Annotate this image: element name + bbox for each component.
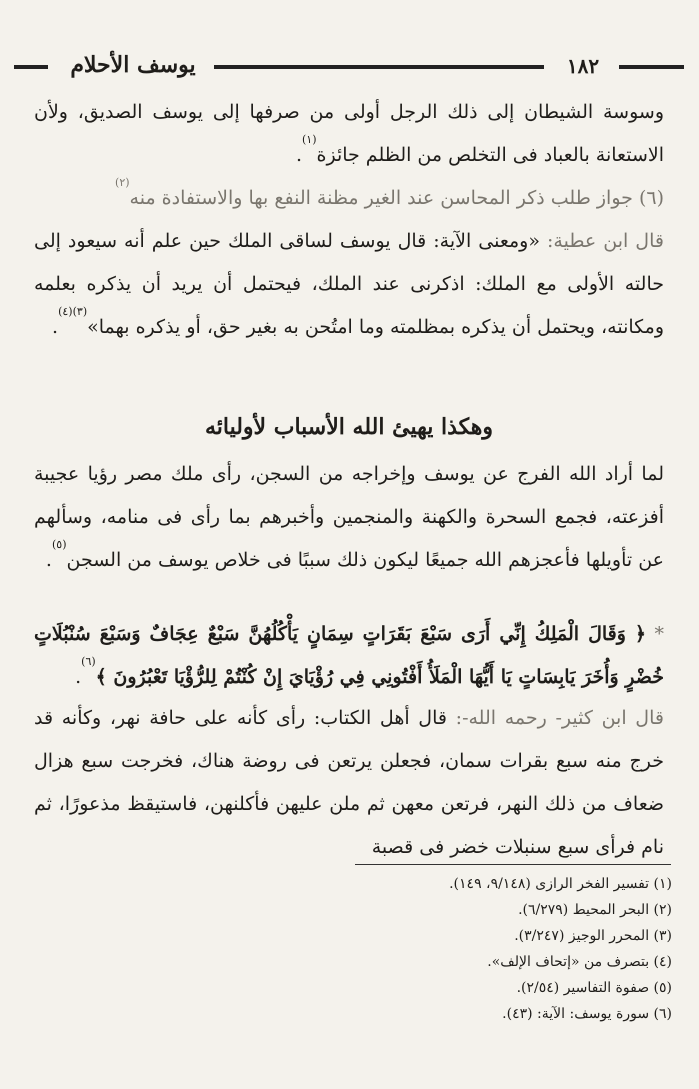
quran-verse: * ﴿ وَقَالَ الْمَلِكُ إِنِّي أَرَى سَبْعَ بَقَرَاتٍ سِمَانٍ يَأْكُلُهُنَّ سَبْعٌ عِجَافٌ وَسَبْعَ سُنْبُلَاتٍ خُضْرٍ وَأُخَرَ يَابِسَاتٍ يَا أَيُّهَا الْمَلَأُ أَفْتُونِي فِي رُؤْيَايَ إِنْ كُنْتُمْ لِلرُّؤْيَا تَعْبُرُونَ ﴾$^{(٦)}$. bbox=[34, 623, 664, 688]
header-rule-left bbox=[14, 65, 48, 69]
paragraph-2-text: (٦) جواز طلب ذكر المحاسن عند الغير مظنة النفع بها والاستفادة منه bbox=[129, 187, 664, 209]
paragraph-1: وسوسة الشيطان إلى ذلك الرجل أولى من صرفها إلى يوسف الصديق، ولأن الاستعانة بالعباد فى التخلص من الظلم جائزة$^{(١)}$. bbox=[34, 101, 664, 166]
paragraph-5-text: قال أهل الكتاب: رأى كأنه على حافة نهر، وكأنه قد خرج منه سبع بقرات سمان، فجعلن يرتعن فى روضة هناك، فخرجت سبع هزال ضعاف من ذلك النهر، فرتعن معهن ثم ملن عليهن فأكلنهن، فاستيقظ مذعورًا، ثم نام فرأى سبع سنبلات خضر فى قصبة bbox=[34, 707, 664, 858]
header-rule-right bbox=[619, 65, 684, 69]
footnote: (٦) سورة يوسف: الآية: (٤٣). bbox=[502, 1006, 672, 1022]
paragraph-3-text: «ومعنى الآية: قال يوسف لساقى الملك حين علم أنه سيعود إلى حالته الأولى مع الملك: اذكرنى عند الملك، فيحتمل أن يريد أن يذكره بعلمه ومكانته، ويحتمل أن يذكره بمظلمته وما امتُحن به بغير حق، أو يذكره بهما» bbox=[34, 230, 664, 338]
footnote-ref-3-4: (٣)(٤) bbox=[58, 305, 88, 318]
header-rule-middle bbox=[214, 65, 544, 69]
paragraph-2 bbox=[34, 177, 664, 220]
quote-author-2: قال ابن كثير- رحمه الله-: bbox=[455, 707, 664, 729]
paragraph-3: قال ابن عطية: «ومعنى الآية: قال يوسف لساقى الملك حين علم أنه سيعود إلى حالته الأولى مع الملك: اذكرنى عند الملك، فيحتمل أن يريد أن يذكره بعلمه ومكانته، ويحتمل أن يذكره بمظلمته وما امتُحن به بغير حق، أو يذكره بهما»$^{(٣)(٤)}$. bbox=[34, 230, 664, 338]
paragraph-5 bbox=[34, 697, 664, 869]
paragraph-4-text: لما أراد الله الفرج عن يوسف وإخراجه من السجن، رأى ملك مصر رؤيا عجيبة أفزعته، فجمع السحرة والكهنة والمنجمين وأخبرهم بما رأى فى منامه، وسألهم عن تأويلها فأعجزهم الله جميعًا ليكون ذلك سببًا فى خلاص يوسف من السجن bbox=[34, 463, 664, 571]
footnote-separator bbox=[355, 864, 671, 865]
footnote-ref-5: (٥) bbox=[51, 538, 67, 551]
footnote-ref-6: (٦) bbox=[81, 655, 96, 668]
paragraph-1-text: وسوسة الشيطان إلى ذلك الرجل أولى من صرفها إلى يوسف الصديق، ولأن الاستعانة بالعباد فى التخلص من الظلم جائزة bbox=[34, 101, 664, 166]
footnote: (١) تفسير الفخر الرازى (٩/١٤٨، ١٤٩). bbox=[449, 876, 672, 892]
footnote: (٥) صفوة التفاسير (٢/٥٤). bbox=[516, 980, 672, 996]
paragraph-4: لما أراد الله الفرج عن يوسف وإخراجه من السجن، رأى ملك مصر رؤيا عجيبة أفزعته، فجمع السحرة والكهنة والمنجمين وأخبرهم بما رأى فى منامه، وسألهم عن تأويلها فأعجزهم الله جميعًا ليكون ذلك سببًا فى خلاص يوسف من السجن$^{(٥)}$. bbox=[34, 463, 664, 571]
quote-author: قال ابن عطية: bbox=[547, 230, 664, 252]
running-header bbox=[14, 52, 684, 82]
page-number: ١٨٢ bbox=[566, 54, 600, 78]
section-heading: وهكذا يهيئ الله الأسباب لأوليائه bbox=[204, 414, 494, 440]
footnote-ref-2: (٢) bbox=[115, 176, 130, 189]
footnotes bbox=[300, 871, 672, 1027]
footnote: (٢) البحر المحيط (٦/٢٧٩). bbox=[518, 902, 672, 918]
verse-text: ﴿ وَقَالَ الْمَلِكُ إِنِّي أَرَى سَبْعَ بَقَرَاتٍ سِمَانٍ يَأْكُلُهُنَّ سَبْعٌ عِجَافٌ وَسَبْعَ سُنْبُلَاتٍ خُضْرٍ وَأُخَرَ يَابِسَاتٍ يَا أَيُّهَا الْمَلَأُ أَفْتُونِي فِي رُؤْيَايَ إِنْ كُنْتُمْ لِلرُّؤْيَا تَعْبُرُونَ ﴾ bbox=[34, 623, 664, 688]
footnote: (٤) بتصرف من «إتحاف الإلف». bbox=[487, 954, 672, 970]
footnote-ref-1: (١) bbox=[301, 133, 317, 146]
book-title: يوسف الأحلام bbox=[70, 52, 196, 78]
footnote: (٣) المحرر الوجيز (٣/٢٤٧). bbox=[514, 928, 672, 944]
